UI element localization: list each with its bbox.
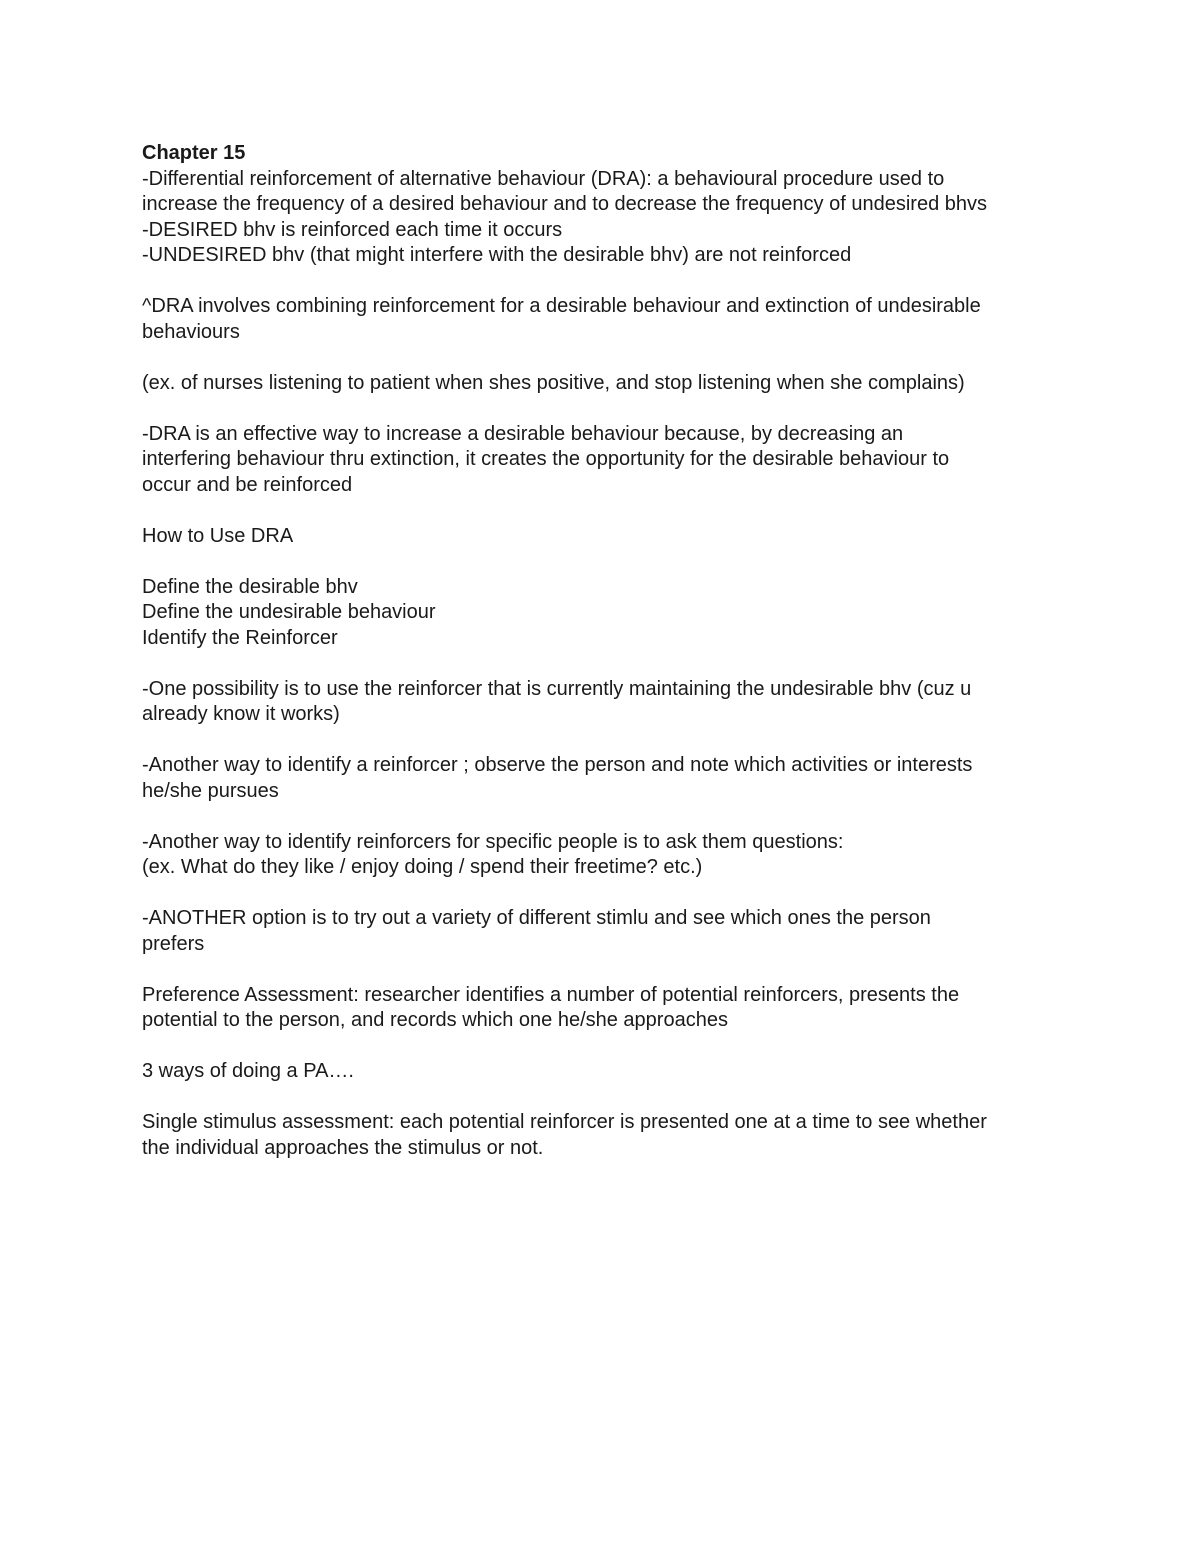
paragraph-pa-ways: 3 ways of doing a PA…. — [142, 1060, 354, 1082]
paragraph-gap — [142, 1034, 1072, 1060]
steps-list — [142, 575, 1072, 652]
paragraph-gap — [142, 396, 1072, 422]
paragraph-gap — [142, 881, 1072, 907]
paragraph-gap — [142, 957, 1072, 983]
document-body — [142, 141, 1072, 1161]
paragraph-preference-assessment — [142, 983, 1072, 1034]
text-line: interfering behaviour thru extinction, it creates the opportunity for the desirable behaviour to — [142, 448, 950, 470]
paragraph-dra-effective — [142, 422, 1072, 499]
paragraph-dra-combination — [142, 294, 1072, 345]
paragraph-gap — [142, 1085, 1072, 1111]
text-line: occur and be reinforced — [142, 473, 353, 496]
text-line: -UNDESIRED bhv (that might interfere with the desirable bhv) are not reinforced — [142, 244, 852, 266]
paragraph-gap — [142, 728, 1072, 754]
step-item: Identify the Reinforcer — [142, 626, 338, 649]
text-line: -One possibility is to use the reinforcer that is currently maintaining the undesirable bhv (cuz u — [142, 677, 972, 700]
text-line: -Another way to identify a reinforcer ; observe the person and note which activities or interests — [142, 754, 973, 776]
paragraph-gap — [142, 498, 1072, 524]
paragraph-single-stimulus — [142, 1110, 1072, 1161]
text-line: he/she pursues — [142, 779, 279, 802]
paragraph-gap — [142, 269, 1072, 295]
text-line: -DRA is an effective way to increase a desirable behaviour because, by decreasing an — [142, 422, 904, 445]
text-line: prefers — [142, 932, 205, 955]
text-line: -ANOTHER option is to try out a variety of different stimlu and see which ones the person — [142, 907, 931, 929]
text-line: Single stimulus assessment: each potential reinforcer is presented one at a time to see whether — [142, 1111, 987, 1133]
paragraph-gap — [142, 549, 1072, 575]
text-line: the individual approaches the stimulus or not. — [142, 1136, 544, 1159]
text-line: -Differential reinforcement of alternative behaviour (DRA): a behavioural procedure used to — [142, 167, 945, 190]
text-line: -DESIRED bhv is reinforced each time it occurs — [142, 218, 563, 241]
text-line: ^DRA involves combining reinforcement for a desirable behaviour and extinction of undesirable — [142, 295, 981, 317]
text-line: increase the frequency of a desired behaviour and to decrease the frequency of undesired bhvs — [142, 193, 987, 215]
chapter-title: Chapter 15 — [142, 142, 246, 164]
paragraph-possibility-one — [142, 677, 1072, 728]
paragraph-gap — [142, 804, 1072, 830]
paragraph-possibility-ask — [142, 830, 1072, 881]
paragraph-dra-definition — [142, 167, 1072, 269]
section-heading-how-to-use: How to Use DRA — [142, 524, 294, 547]
paragraph-gap — [142, 345, 1072, 371]
step-item: Define the desirable bhv — [142, 575, 358, 598]
text-line: already know it works) — [142, 703, 340, 725]
paragraph-possibility-observe — [142, 753, 1072, 804]
paragraph-gap — [142, 651, 1072, 677]
paragraph-nurse-example: (ex. of nurses listening to patient when shes positive, and stop listening when she complains) — [142, 371, 965, 394]
text-line: potential to the person, and records which one he/she approaches — [142, 1009, 728, 1031]
text-line: Preference Assessment: researcher identifies a number of potential reinforcers, presents the — [142, 983, 960, 1006]
text-line: behaviours — [142, 320, 240, 343]
text-line: (ex. What do they like / enjoy doing / spend their freetime? etc.) — [142, 856, 703, 878]
text-line: -Another way to identify reinforcers for specific people is to ask them questions: — [142, 830, 844, 853]
step-item: Define the undesirable behaviour — [142, 601, 436, 623]
paragraph-possibility-try — [142, 906, 1072, 957]
